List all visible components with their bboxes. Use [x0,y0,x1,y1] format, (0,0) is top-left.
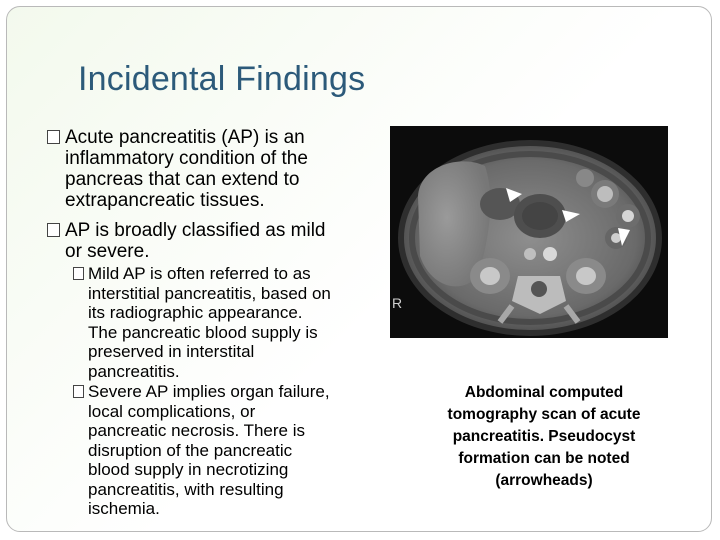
caption-line: Abdominal computed [464,384,624,401]
caption-line: tomography scan of acute [447,406,641,423]
bullet-marker-icon [47,223,60,237]
bullet-line: inflammatory condition of the [65,148,308,169]
slide-title: Incidental Findings [78,60,366,98]
bullet-line: preserved in interstital [88,342,255,361]
bullet-acute-pancreatitis [65,127,308,211]
bullet-line: disruption of the pancreatic [88,440,293,460]
caption-line: pancreatitis. Pseudocyst [452,428,636,445]
side-marker-label: R [392,295,403,311]
bullet-line: Severe AP implies organ failure, [88,382,330,401]
bullet-line: AP is broadly classified as mild [65,220,326,241]
bullet-line: pancreas that can extend to [65,169,300,190]
bullet-marker-icon [47,130,60,144]
bullet-line: ischemia. [88,499,160,518]
subbullet-severe-ap [88,382,330,519]
bullet-line: The pancreatic blood supply is [88,322,318,342]
subbullet-mild-ap [88,264,331,381]
bullet-line: local complications, or [88,401,256,421]
bullet-line: pancreatic necrosis. There is [88,421,306,440]
bullet-line: interstitial pancreatitis, based on [88,283,331,303]
image-caption [428,382,660,492]
bullet-line: pancreatitis, with resulting [88,479,284,499]
caption-line: formation can be noted [458,450,630,467]
subbullet-marker-icon [73,267,84,280]
bullet-line: Mild AP is often referred to as [88,264,311,283]
bullet-classification [65,220,325,262]
bullet-line: or severe. [65,241,150,262]
caption-line: (arrowheads) [495,472,593,489]
bullet-line: pancreatitis. [88,361,180,381]
ct-scan-image [390,126,668,338]
bullet-line: blood supply in necrotizing [88,460,289,479]
bullet-line: Acute pancreatitis (AP) is an [65,127,305,148]
bullet-line: extrapancreatic tissues. [65,190,265,211]
subbullet-marker-icon [73,385,84,398]
bullet-line: its radiographic appearance. [88,303,303,322]
